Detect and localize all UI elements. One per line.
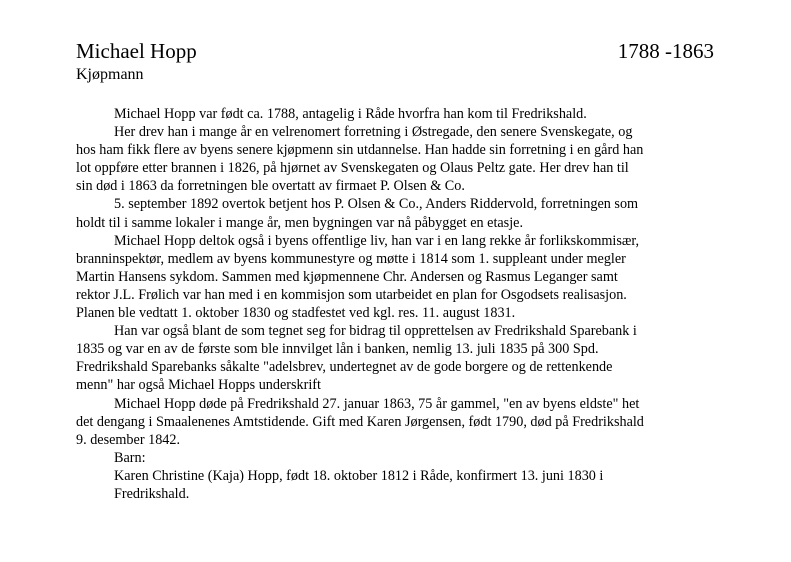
text-line: Michael Hopp var født ca. 1788, antagelig i Råde hvorfra han kom til Fredrikshald. <box>114 106 587 122</box>
occupation: Kjøpmann <box>76 66 144 83</box>
text-line: Fredrikshald. <box>114 485 190 502</box>
biography-text <box>76 105 726 503</box>
text-line: menn" har også Michael Hopps underskrift <box>76 377 321 394</box>
life-years: 1788 -1863 <box>617 39 714 63</box>
text-line: sin død i 1863 da forretningen ble overtatt av firmaet P. Olsen & Co. <box>76 178 465 195</box>
text-line: Han var også blant de som tegnet seg for bidrag til opprettelsen av Fredrikshald Sparebank i <box>114 323 637 340</box>
text-line: Martin Hansens sykdom. Sammen med kjøpmennene Chr. Andersen og Rasmus Leganger samt <box>76 268 618 285</box>
text-line: Barn: <box>114 449 146 466</box>
text-line: Michael Hopp døde på Fredrikshald 27. januar 1863, 75 år gammel, "en av byens eldste" het <box>114 395 640 412</box>
text-line: 5. september 1892 overtok betjent hos P. Olsen & Co., Anders Riddervold, forretningen som <box>114 196 639 213</box>
text-line: Fredrikshald Sparebanks såkalte "adelsbrev, undertegnet av de gode borgere og de rettenkende <box>76 359 613 376</box>
document-header <box>76 38 714 68</box>
text-line: Her drev han i mange år en velrenomert forretning i Østregade, den senere Svenskegate, og <box>114 124 633 141</box>
text-line: 9. desember 1842. <box>76 431 181 448</box>
text-line: 1835 og var en av de første som ble innvilget lån i banken, nemlig 13. juli 1835 på 300 Spd. <box>76 341 599 358</box>
text-line: branninspektør, medlem av byens kommunestyre og møtte i 1814 som 1. suppleant under megler <box>76 250 626 267</box>
text-line: det dengang i Smaalenenes Amtstidende. Gift med Karen Jørgensen, født 1790, død på Fredrikshald <box>76 413 644 430</box>
text-line: lot oppføre etter brannen i 1826, på hjørnet av Svenskegaten og Olaus Peltz gate. Her drev han til <box>76 160 629 177</box>
person-name: Michael Hopp <box>76 39 197 63</box>
text-line: holdt til i samme lokaler i mange år, men bygningen var nå påbygget en etasje. <box>76 214 523 231</box>
text-line: rektor J.L. Frølich var han med i en kommisjon som utarbeidet en plan for Osgodsets realisasjon. <box>76 286 627 303</box>
text-line: hos ham fikk flere av byens senere kjøpmenn sin utdannelse. Han hadde sin forretning i en gård han <box>76 142 644 159</box>
text-line: Karen Christine (Kaja) Hopp, født 18. oktober 1812 i Råde, konfirmert 13. juni 1830 i <box>114 467 604 484</box>
text-line: Planen ble vedtatt 1. oktober 1830 og stadfestet ved kgl. res. 11. august 1831. <box>76 305 516 322</box>
text-line: Michael Hopp deltok også i byens offentlige liv, han var i en lang rekke år forlikskommisær, <box>114 232 640 249</box>
